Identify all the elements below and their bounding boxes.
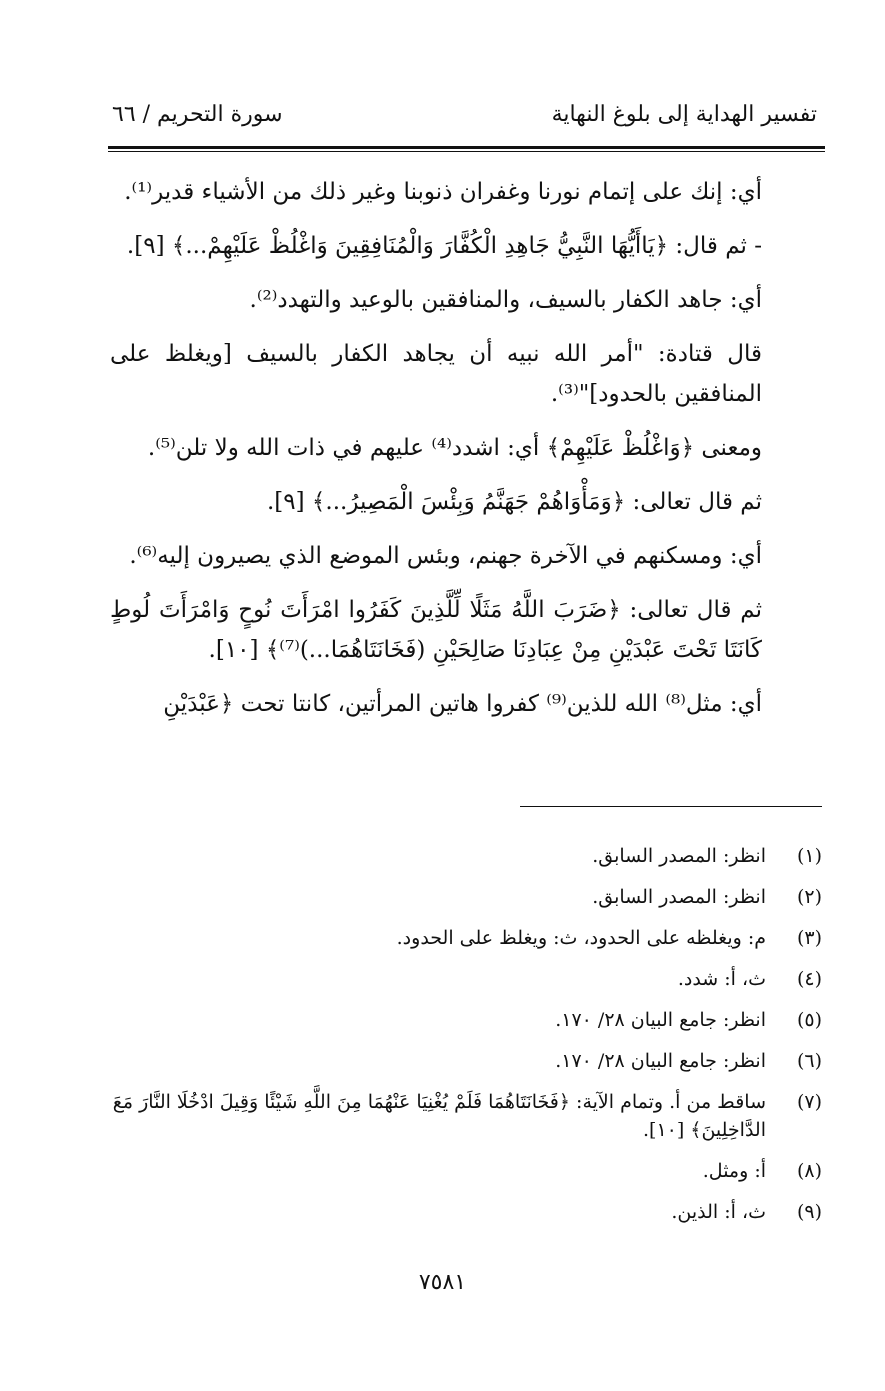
footnote-text: أ: ومثل. xyxy=(702,1160,766,1182)
footnote-text: ث، أ: الذين. xyxy=(671,1201,766,1223)
footnote-number: (٦) xyxy=(796,1050,822,1072)
footnotes xyxy=(108,842,822,1239)
footnote xyxy=(108,1198,822,1226)
paragraph: أي: جاهد الكفار بالسيف، والمنافقين بالوعيد والتهدد⁽²⁾. xyxy=(249,287,762,313)
footnote-number: (٥) xyxy=(796,1009,822,1031)
footnote-number: (٤) xyxy=(796,968,822,990)
footnote xyxy=(108,1157,822,1185)
paragraph: ثم قال تعالى: ﴿وَمَأْوَاهُمْ جَهَنَّمُ وَبِئْسَ الْمَصِيرُ...﴾ [٩]. xyxy=(266,489,762,515)
main-text xyxy=(110,172,762,738)
footnote-text: ساقط من أ. وتمام الآية: ﴿فَخَانَتَاهُمَا فَلَمْ يُغْنِيَا عَنْهُمَا مِنَ اللَّهِ شَيْئًا وَقِيلَ ادْخُلَا النَّارَ مَعَ الدَّاخِلِينَ﴾ [١٠]. xyxy=(112,1091,766,1141)
footnote xyxy=(108,1006,822,1034)
footnote-text: انظر: جامع البيان ٢٨/ ١٧٠. xyxy=(555,1050,766,1072)
footnote-number: (٢) xyxy=(796,886,822,908)
footnote xyxy=(108,1088,822,1144)
paragraph: قال قتادة: "أمر الله نبيه أن يجاهد الكفار بالسيف [ويغلظ على المنافقين بالحدود]"⁽³⁾. xyxy=(110,341,762,407)
footnote-number: (٨) xyxy=(796,1160,822,1182)
footnote-text: انظر: جامع البيان ٢٨/ ١٧٠. xyxy=(555,1009,766,1031)
paragraph: - ثم قال: ﴿يَاأَيُّهَا النَّبِيُّ جَاهِدِ الْكُفَّارَ وَالْمُنَافِقِينَ وَاغْلُظْ عَلَيْهِمْ...﴾ [٩]. xyxy=(126,233,762,259)
page-number: ٧٥٨١ xyxy=(418,1270,467,1295)
footnote-text: انظر: المصدر السابق. xyxy=(592,845,766,867)
footnote xyxy=(108,883,822,911)
footnote-number: (٣) xyxy=(796,927,822,949)
running-head-surah: سورة التحريم / ٦٦ xyxy=(112,102,283,127)
header-rule xyxy=(108,146,825,149)
footnote-text: م: ويغلظه على الحدود، ث: ويغلظ على الحدود. xyxy=(396,927,766,949)
footnote-text: ث، أ: شدد. xyxy=(677,968,766,990)
running-head-book-title: تفسير الهداية إلى بلوغ النهاية xyxy=(551,102,817,127)
footnote xyxy=(108,924,822,952)
footnote-number: (٩) xyxy=(796,1201,822,1223)
footnote xyxy=(108,965,822,993)
paragraph: أي: مثل⁽⁸⁾ الله للذين⁽⁹⁾ كفروا هاتين المرأتين، كانتا تحت ﴿عَبْدَيْنِ xyxy=(163,691,762,717)
paragraph: أي: ومسكنهم في الآخرة جهنم، وبئس الموضع الذي يصيرون إليه⁽⁶⁾. xyxy=(129,543,762,569)
header-rule-thin xyxy=(108,151,825,152)
footnote xyxy=(108,842,822,870)
footnote-text: انظر: المصدر السابق. xyxy=(592,886,766,908)
footnote-separator xyxy=(520,806,822,807)
footnote-number: (١) xyxy=(796,845,822,867)
paragraph: ومعنى ﴿وَاغْلُظْ عَلَيْهِمْ﴾ أي: اشدد⁽⁴⁾ عليهم في ذات الله ولا تلن⁽⁵⁾. xyxy=(147,435,762,461)
paragraph: ثم قال تعالى: ﴿ضَرَبَ اللَّهُ مَثَلًا لِّلَّذِينَ كَفَرُوا امْرَأَتَ نُوحٍ وَامْرَأَتَ لُوطٍ كَانَتَا تَحْتَ عَبْدَيْنِ مِنْ عِبَادِنَا صَالِحَيْنِ (فَخَانَتَاهُمَا...)⁽⁷⁾﴾ [١٠]. xyxy=(110,597,762,663)
footnote-number: (٧) xyxy=(796,1091,822,1113)
paragraph: أي: إنك على إتمام نورنا وغفران ذنوبنا وغير ذلك من الأشياء قدير⁽¹⁾. xyxy=(124,179,762,205)
footnote xyxy=(108,1047,822,1075)
